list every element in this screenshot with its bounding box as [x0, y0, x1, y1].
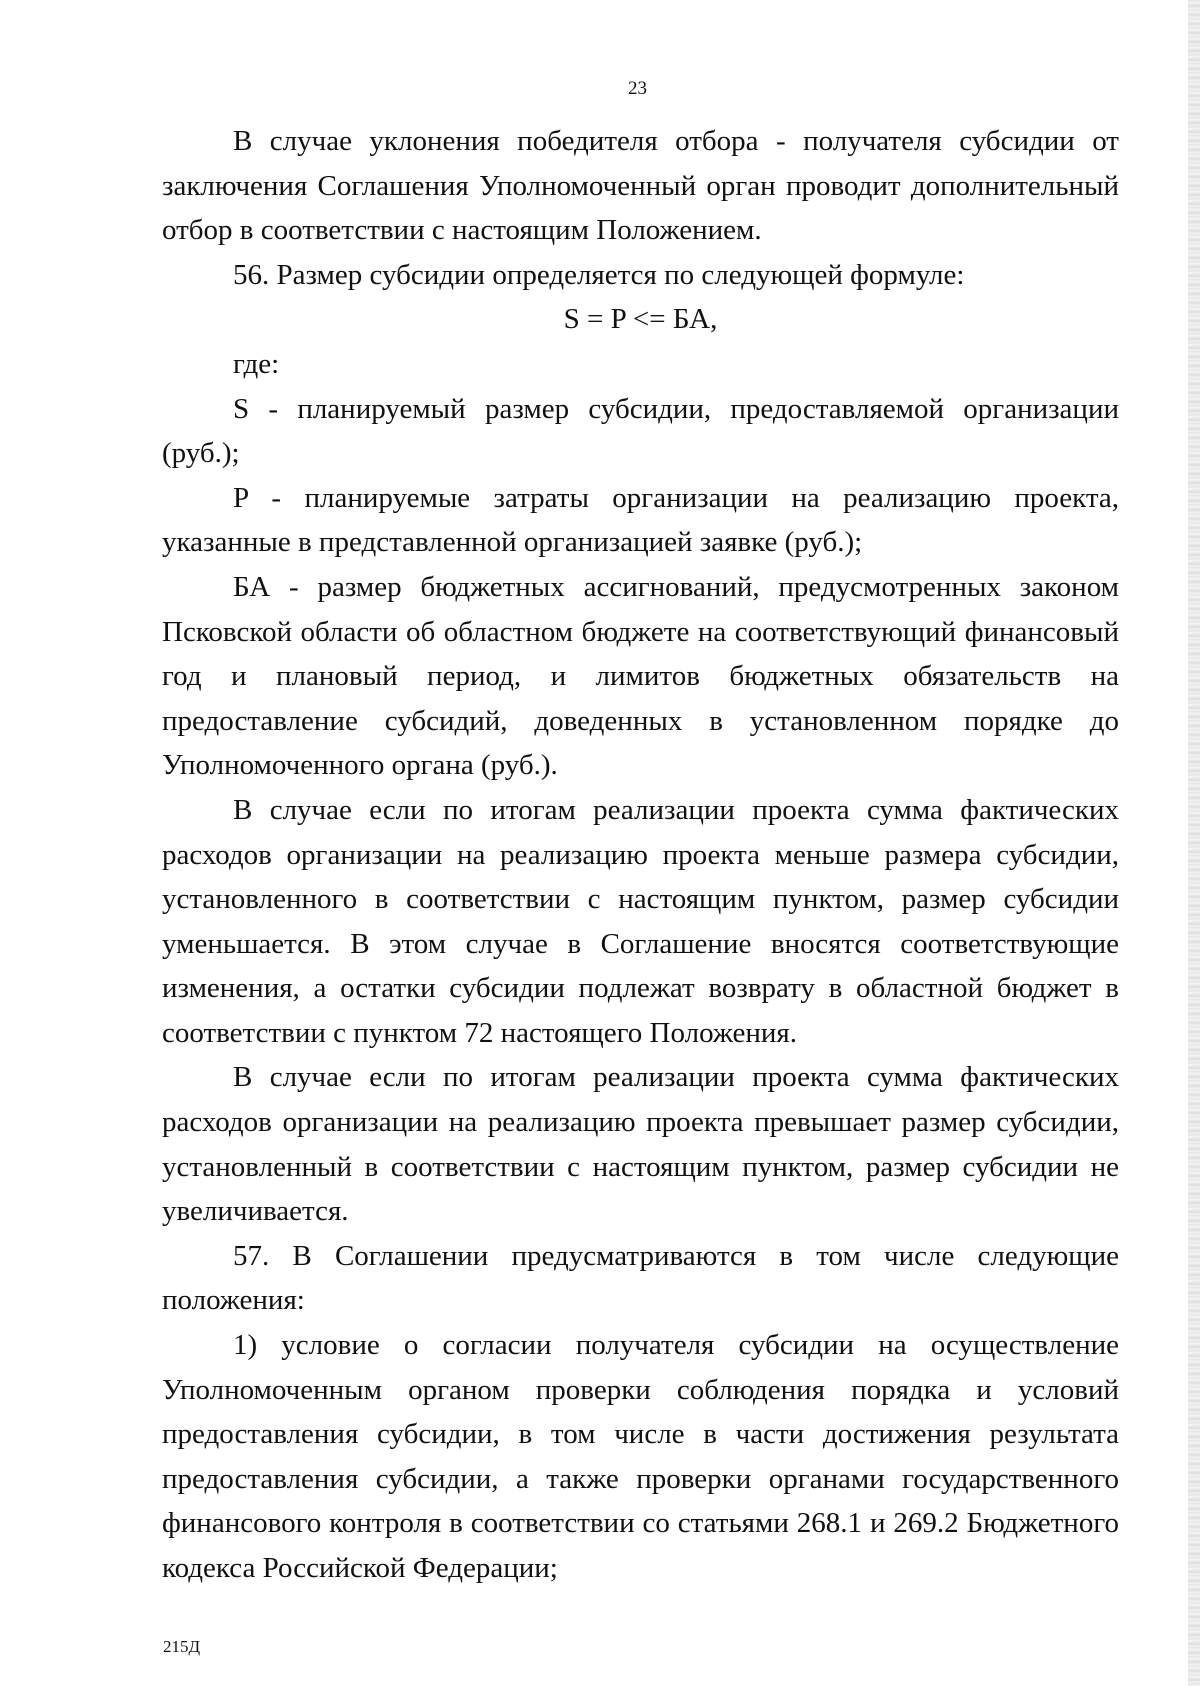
- subsidy-formula: S = P <= БА,: [563, 303, 718, 336]
- paragraph-expenses-more: В случае если по итогам реализации проекта сумма фактических расходов организации на реализацию проекта превышает размер субсидии, установленный в соответствии с настоящим пунктом, размер субсидии не увеличивается.: [162, 1061, 1119, 1228]
- paragraph-expenses-less: В случае если по итогам реализации проекта сумма фактических расходов организации на реализацию проекта меньше размера субсидии, установленного в соответствии с настоящим пунктом, размер субсидии уменьшается. В этом случае в Соглашение вносятся соответствующие изменения, а остатки субсидии подлежат возврату в областной бюджет в соответствии с пунктом 72 настоящего Положения.: [162, 793, 1119, 1049]
- scan-edge: [1188, 0, 1200, 1686]
- definition-p: P - планируемые затраты организации на реализацию проекта, указанные в представленной организацией заявке (руб.);: [162, 481, 1119, 559]
- footer-code: 215Д: [163, 1637, 201, 1656]
- definition-ba: БА - размер бюджетных ассигнований, предусмотренных законом Псковской области об областном бюджете на соответствующий финансовый год и плановый период, и лимитов бюджетных обязательств на предоставление субсидий, доведенных в установленном порядке до Уполномоченного органа (руб.).: [162, 570, 1119, 782]
- paragraph-item-57: 57. В Соглашении предусматриваются в том числе следующие положения:: [162, 1239, 1119, 1317]
- document-body: [162, 119, 1119, 1591]
- paragraph-where: где:: [233, 347, 280, 380]
- paragraph-item-56: 56. Размер субсидии определяется по следующей формуле:: [233, 258, 965, 291]
- definition-s: S - планируемый размер субсидии, предоставляемой организации (руб.);: [162, 392, 1119, 470]
- page-number: 23: [628, 78, 647, 99]
- paragraph-condition-1: 1) условие о согласии получателя субсидии на осуществление Уполномоченным органом проверки соблюдения порядка и условий предоставления субсидии, в том числе в части достижения результата предоставления субсидии, а также проверки органами государственного финансового контроля в соответствии со статьями 268.1 и 269.2 Бюджетного кодекса Российской Федерации;: [162, 1329, 1119, 1584]
- paragraph-evasion: В случае уклонения победителя отбора - получателя субсидии от заключения Соглашения Уполномоченный орган проводит дополнительный отбор в соответствии с настоящим Положением.: [162, 125, 1119, 247]
